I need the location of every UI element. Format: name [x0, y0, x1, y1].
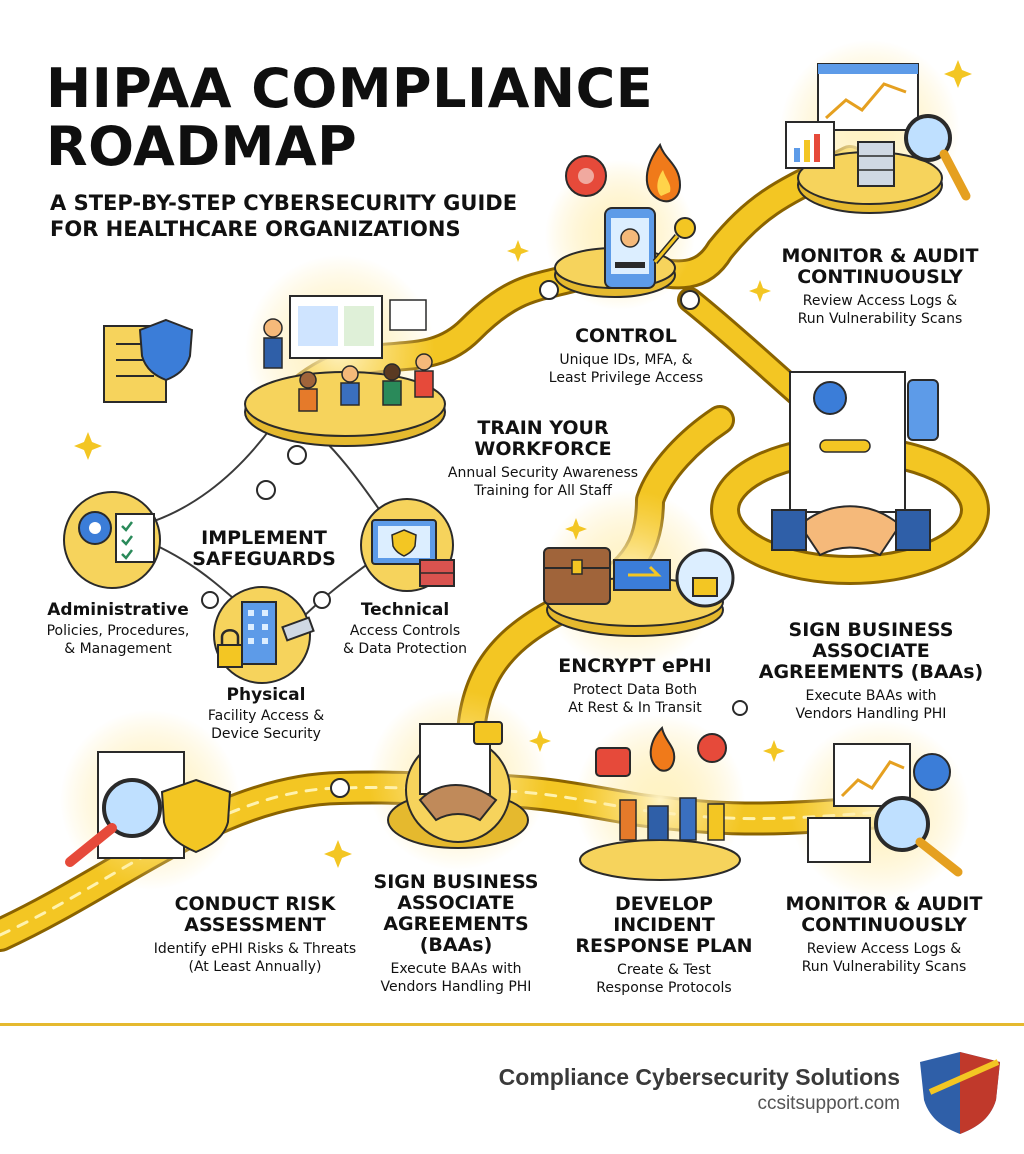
safeguard-desc: Policies, Procedures, [46, 622, 190, 639]
step-desc: (At Least Annually) [188, 958, 322, 975]
step-desc: Response Protocols [596, 979, 732, 996]
step-title: MONITOR & AUDIT [785, 893, 983, 915]
step-desc: Run Vulnerability Scans [801, 958, 967, 975]
step-title: CONDUCT RISK [174, 893, 336, 915]
step-title: CONTINUOUSLY [801, 913, 967, 936]
page-subtitle [50, 190, 570, 243]
safeguard-title: Administrative [47, 600, 189, 620]
step-desc: Identify ePHI Risks & Threats [153, 940, 357, 957]
subtitle-line-1: A STEP-BY-STEP CYBERSECURITY GUIDE [50, 191, 518, 215]
step-title: SIGN BUSINESS [373, 871, 539, 893]
step-title: WORKFORCE [474, 437, 612, 460]
footer-divider [0, 1023, 1024, 1026]
subtitle-line-2: FOR HEALTHCARE ORGANIZATIONS [50, 217, 461, 242]
safeguard-desc: Access Controls [349, 622, 461, 639]
phone-lock-icon [605, 208, 655, 288]
gear-icon [64, 492, 160, 588]
step-desc: Run Vulnerability Scans [797, 310, 963, 327]
step-title: DEVELOP INCIDENT [613, 893, 715, 936]
platform-baa-bottom [368, 690, 548, 870]
step-desc: Training for All Staff [474, 482, 612, 499]
step-title: AGREEMENTS (BAAs) [383, 912, 529, 956]
safeguard-title: Physical [226, 685, 306, 705]
page-title [46, 57, 746, 179]
safeguard-desc: & Data Protection [342, 640, 468, 657]
step-risk [140, 894, 370, 976]
handshake-icon [772, 506, 930, 555]
step-title: ASSOCIATE [397, 891, 515, 914]
step-title: IMPLEMENT [201, 527, 327, 549]
step-title: CONTROL [575, 325, 677, 347]
step-desc: Vendors Handling PHI [380, 978, 532, 995]
step-encrypt [540, 656, 730, 717]
step-title: CONTINUOUSLY [797, 265, 963, 288]
step-title: MONITOR & AUDIT [781, 245, 979, 267]
step-desc: Review Access Logs & [802, 292, 958, 309]
step-train [430, 418, 656, 500]
step-title: ASSOCIATE [812, 639, 930, 662]
logo-shield-icon [920, 1052, 1000, 1134]
step-desc: Least Privilege Access [548, 370, 704, 387]
safeguard-desc: Facility Access & [207, 707, 325, 724]
step-desc: Create & Test [617, 961, 711, 978]
safeguard-desc: Device Security [211, 725, 321, 742]
platform-monitor-bottom [790, 720, 970, 900]
step-title: AGREEMENTS (BAAs) [758, 660, 984, 683]
safeguard-title: Technical [360, 600, 450, 620]
step-baa-right [756, 620, 986, 723]
step-monitor-bottom [774, 894, 994, 976]
step-desc: Vendors Handling PHI [795, 705, 947, 722]
safeguard-desc: & Management [64, 640, 172, 657]
step-title: TRAIN YOUR [477, 417, 609, 439]
safeguard-physical [186, 686, 346, 743]
step-safeguards [184, 528, 344, 570]
step-desc: Protect Data Both [572, 681, 698, 698]
title-line-1: HIPAA COMPLIANCE [46, 57, 654, 120]
safeguard-administrative [28, 601, 208, 658]
step-desc: Execute BAAs with [390, 960, 522, 977]
company-name: Compliance Cybersecurity Solutions [498, 1064, 900, 1090]
company-url[interactable]: ccsitsupport.com [757, 1093, 900, 1114]
step-baa-bottom [354, 872, 558, 996]
step-title: SAFEGUARDS [192, 547, 336, 570]
step-control [526, 326, 726, 387]
footer-brand [499, 1064, 900, 1115]
step-title: RESPONSE PLAN [575, 934, 753, 957]
firewall-icon [420, 560, 454, 586]
title-line-2: ROADMAP [46, 115, 358, 179]
step-incident [564, 894, 764, 997]
step-desc: Execute BAAs with [805, 687, 937, 704]
contract-icon [790, 372, 938, 512]
step-title: SIGN BUSINESS [788, 619, 954, 641]
step-desc: Unique IDs, MFA, & [559, 351, 693, 368]
step-desc: Annual Security Awareness [447, 464, 639, 481]
step-title: ASSESSMENT [184, 913, 326, 936]
step-monitor-top [770, 246, 990, 328]
step-desc: At Rest & In Transit [568, 700, 702, 717]
database-icon [858, 142, 894, 186]
step-title: ENCRYPT ePHI [558, 655, 712, 677]
safeguard-technical [330, 601, 480, 658]
step-desc: Review Access Logs & [806, 940, 962, 957]
platform-incident [575, 715, 745, 885]
